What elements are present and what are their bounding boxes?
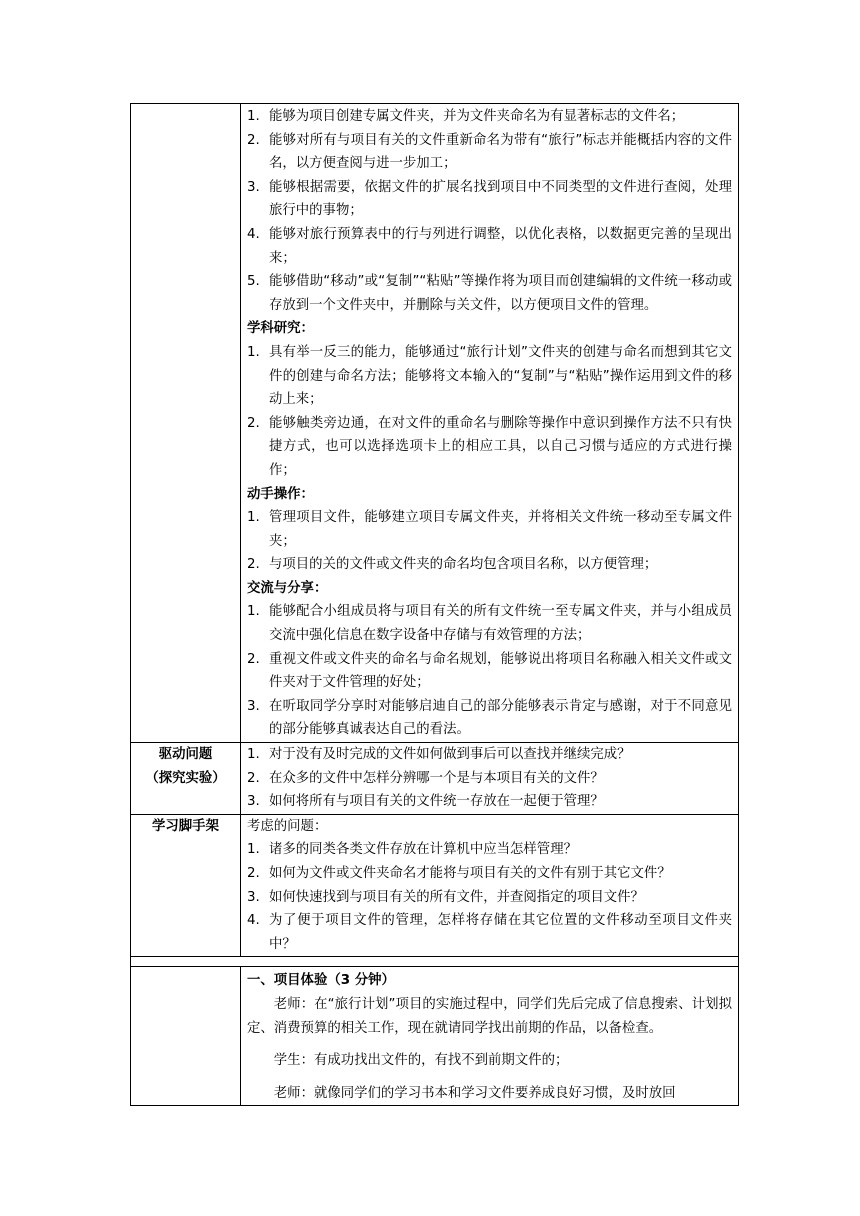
list-item: 1. 诸多的同类各类文件存放在计算机中应当怎样管理？ bbox=[247, 842, 577, 858]
experience-heading: 一、项目体验（3 分钟） bbox=[247, 973, 395, 989]
spacer-cell bbox=[131, 957, 739, 967]
list-item: 3. 在听取同学分享时对能够启迪自己的部分能够表示肯定与感谢，对于不同意见的部分能够真诚表达自己的看法。 bbox=[247, 698, 732, 738]
list-item: 1. 能够为项目创建专属文件夹，并为文件夹命名为有显著标志的文件名； bbox=[247, 109, 685, 124]
experience-row bbox=[131, 967, 739, 1106]
driving-questions-content bbox=[241, 743, 739, 815]
list-item: 4. 能够对旅行预算表中的行与列进行调整，以优化表格，以数据更完善的呈现出来； bbox=[247, 226, 732, 266]
list-item: 2. 如何为文件或文件夹命名才能将与项目有关的文件有别于其它文件？ bbox=[247, 866, 671, 881]
list-item: 3. 能够根据需要，依据文件的扩展名找到项目中不同类型的文件进行查阅，处理旅行中的事物； bbox=[247, 179, 732, 219]
driving-questions-label: 驱动问题 （探究实验） bbox=[131, 743, 241, 815]
share-heading: 交流与分享： bbox=[247, 580, 328, 596]
experience-label-cell bbox=[131, 967, 241, 1106]
list-item: 1. 管理项目文件，能够建立项目专属文件夹，并将相关文件统一移动至专属文件夹； bbox=[247, 510, 732, 549]
spacer-row bbox=[131, 957, 739, 967]
handson-heading: 动手操作： bbox=[247, 486, 314, 502]
research-heading: 学科研究： bbox=[247, 321, 314, 337]
driving-questions-row bbox=[131, 743, 739, 815]
scaffold-row bbox=[131, 814, 739, 957]
list-item: 3. 如何快速找到与项目有关的所有文件，并查阅指定的项目文件？ bbox=[247, 889, 644, 905]
student-paragraph: 学生：有成功找出文件的，有找不到前期文件的； bbox=[273, 1053, 569, 1069]
list-item: 3. 如何将所有与项目有关的文件统一存放在一起便于管理？ bbox=[247, 794, 604, 810]
lesson-plan-table bbox=[130, 103, 739, 1106]
list-item: 5. 能够借助“移动”或“复制”“粘贴”等操作将为项目而创建编辑的文件统一移动或存放到一个文件夹中，并删除与关文件，以方便项目文件的管理。 bbox=[247, 274, 732, 313]
list-item: 2. 能够触类旁边通，在对文件的重命名与删除等操作中意识到操作方法不只有快捷方式，也可以选择选项卡上的相应工具，以自己习惯与适应的方式进行操作； bbox=[247, 415, 732, 478]
list-item: 2. 重视文件或文件夹的命名与命名规划，能够说出将项目名称融入相关文件或文件夹对于文件管理的好处； bbox=[247, 651, 732, 691]
scaffold-intro: 考虑的问题： bbox=[247, 818, 328, 834]
list-item: 2. 在众多的文件中怎样分辨哪一个是与本项目有关的文件？ bbox=[247, 770, 604, 786]
list-item: 1. 对于没有及时完成的文件如何做到事后可以查找并继续完成？ bbox=[247, 747, 631, 763]
objectives-label-cell bbox=[131, 104, 241, 743]
list-item: 1. 能够配合小组成员将与项目有关的所有文件统一至专属文件夹，并与小组成员交流中强化信息在数字设备中存储与有效管理的方法； bbox=[247, 604, 732, 644]
objectives-content-cell bbox=[241, 104, 739, 743]
teacher-paragraph-2: 老师：就像同学们的学习书本和学习文件要养成良好习惯，及时放回 bbox=[273, 1085, 676, 1101]
teacher-paragraph: 老师：在“旅行计划”项目的实施过程中，同学们先后完成了信息搜索、计划拟定、消费预算的相关工作，现在就请同学找出前期的作品，以备检查。 bbox=[247, 996, 732, 1036]
list-item: 1. 具有举一反三的能力，能够通过“旅行计划”文件夹的创建与命名而想到其它文件的创建与命名方法；能够将文本输入的“复制”与“粘贴”操作运用到文件的移动上来； bbox=[247, 344, 732, 408]
scaffold-label: 学习脚手架 bbox=[131, 814, 241, 957]
list-item: 4. 为了便于项目文件的管理，怎样将存储在其它位置的文件移动至项目文件夹中？ bbox=[247, 913, 732, 952]
objectives-row bbox=[131, 104, 739, 743]
list-item: 2. 与项目的关的文件或文件夹的命名均包含项目名称，以方便管理； bbox=[247, 557, 658, 573]
scaffold-content bbox=[241, 814, 739, 957]
experience-content bbox=[241, 967, 739, 1106]
list-item: 2. 能够对所有与项目有关的文件重新命名为带有“旅行”标志并能概括内容的文件名，以方便查阅与进一步加工； bbox=[247, 132, 732, 172]
